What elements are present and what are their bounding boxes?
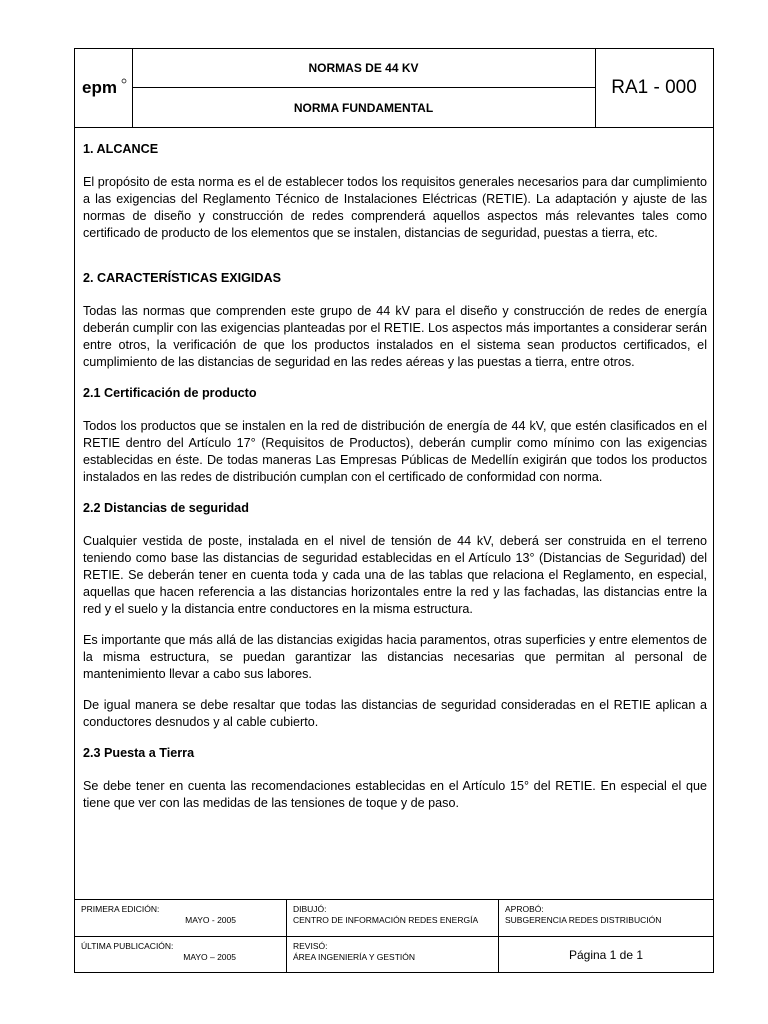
document-footer bbox=[75, 899, 713, 973]
svg-text:epm: epm bbox=[81, 78, 117, 97]
last-publication-value: MAYO – 2005 bbox=[183, 952, 236, 962]
norm-subtitle: NORMA FUNDAMENTAL bbox=[293, 100, 434, 115]
document-page bbox=[74, 48, 714, 973]
reviewed-value: ÁREA INGENIERÍA Y GESTIÓN bbox=[293, 952, 416, 962]
subsection-title-puesta-tierra: 2.3 Puesta a Tierra bbox=[83, 746, 195, 760]
section-title-caracteristicas: 2. CARACTERÍSTICAS EXIGIDAS bbox=[83, 271, 282, 285]
reviewed-cell bbox=[287, 937, 499, 973]
document-body bbox=[83, 141, 707, 826]
drawing-value: CENTRO DE INFORMACIÓN REDES ENERGÍA bbox=[293, 915, 479, 925]
paragraph: El propósito de esta norma es el de establecer todos los requisitos generales necesarios para dar cumplimiento a las exigencias del Reglamento Técnico de Instalaciones Eléctricas (RETIE). La adaptación y ajuste de las normas de diseño y construcción de redes comprenderá aquellos aspectos más relevantes tales como certificado de producto de los elementos que se instalen, distancias de seguridad, puestas a tierra, etc. bbox=[83, 175, 707, 240]
first-edition-value: MAYO - 2005 bbox=[185, 915, 236, 925]
page-number: Página 1 de 1 bbox=[568, 947, 644, 962]
approved-label: APROBÓ: bbox=[505, 904, 544, 914]
paragraph: Es importante que más allá de las distancias exigidas hacia paramentos, otras superficies y entre elementos de la misma estructura, se puedan garantizar las distancias necesarias que permitan al personal de mantenimiento llevar a cabo sus labores. bbox=[83, 633, 707, 681]
drawing-label: DIBUJÓ: bbox=[293, 904, 327, 914]
paragraph: Todas las normas que comprenden este grupo de 44 kV para el diseño y construcción de redes de energía deberán cumplir con las exigencias planteadas por el RETIE. Los aspectos más importantes a considerar serán entre otros, la verificación de que los productos instalados en el sistema sean productos certificados, el cumplimiento de las distancias de seguridad en las redes aéreas y las puestas a tierra, entre otros. bbox=[83, 304, 707, 369]
footer-row bbox=[75, 937, 713, 973]
logo-cell bbox=[75, 49, 133, 127]
document-header bbox=[75, 49, 713, 128]
paragraph: Todos los productos que se instalen en la red de distribución de energía de 44 kV, que estén clasificados en el RETIE dentro del Artículo 17° (Requisitos de Productos), deberán cumplir como mínimo con las exigencias establecidas en éste. De todas maneras Las Empresas Públicas de Medellín exigirán que todos los productos instalados en las redes de distribución cumplan con el certificado de conformidad con norma. bbox=[83, 419, 707, 484]
section-title-alcance: 1. ALCANCE bbox=[83, 142, 159, 156]
norm-code: RA1 - 000 bbox=[611, 77, 697, 98]
last-publication-label: ÚLTIMA PUBLICACIÓN: bbox=[81, 941, 174, 951]
drawing-cell bbox=[287, 900, 499, 936]
approved-cell bbox=[499, 900, 713, 936]
paragraph: De igual manera se debe resaltar que todas las distancias de seguridad consideradas en el RETIE aplican a conductores desnudos y al cable cubierto. bbox=[83, 698, 707, 729]
paragraph: Se debe tener en cuenta las recomendaciones establecidas en el Artículo 15° del RETIE. En especial el que tiene que ver con las medidas de las tensiones de toque y de paso. bbox=[83, 779, 707, 810]
approved-value: SUBGERENCIA REDES DISTRIBUCIÓN bbox=[505, 915, 662, 925]
reviewed-label: REVISÓ: bbox=[293, 941, 328, 951]
first-edition-label: PRIMERA EDICIÓN: bbox=[81, 904, 160, 914]
last-publication-cell bbox=[75, 937, 287, 973]
epm-logo-icon bbox=[80, 76, 128, 100]
norm-title: NORMAS DE 44 KV bbox=[132, 49, 595, 88]
paragraph: Cualquier vestida de poste, instalada en el nivel de tensión de 44 kV, deberá ser construida en el terreno teniendo como base las distancias de seguridad establecidas en el Artículo 13° (Distancias de Seguridad) del RETIE. Se deberán tener en cuenta toda y cada una de las tablas que relaciona el Reglamento, en especial, aquellas que hacen referencia a las distancias horizontales entre la red y las fachadas, las distancias entre la red y el suelo y la distancia entre conductores en la misma estructura. bbox=[83, 534, 707, 616]
subsection-title-distancias: 2.2 Distancias de seguridad bbox=[83, 501, 249, 515]
first-edition-cell bbox=[75, 900, 287, 936]
footer-row bbox=[75, 900, 713, 937]
subsection-title-certificacion: 2.1 Certificación de producto bbox=[83, 386, 257, 400]
header-titles bbox=[132, 49, 596, 127]
